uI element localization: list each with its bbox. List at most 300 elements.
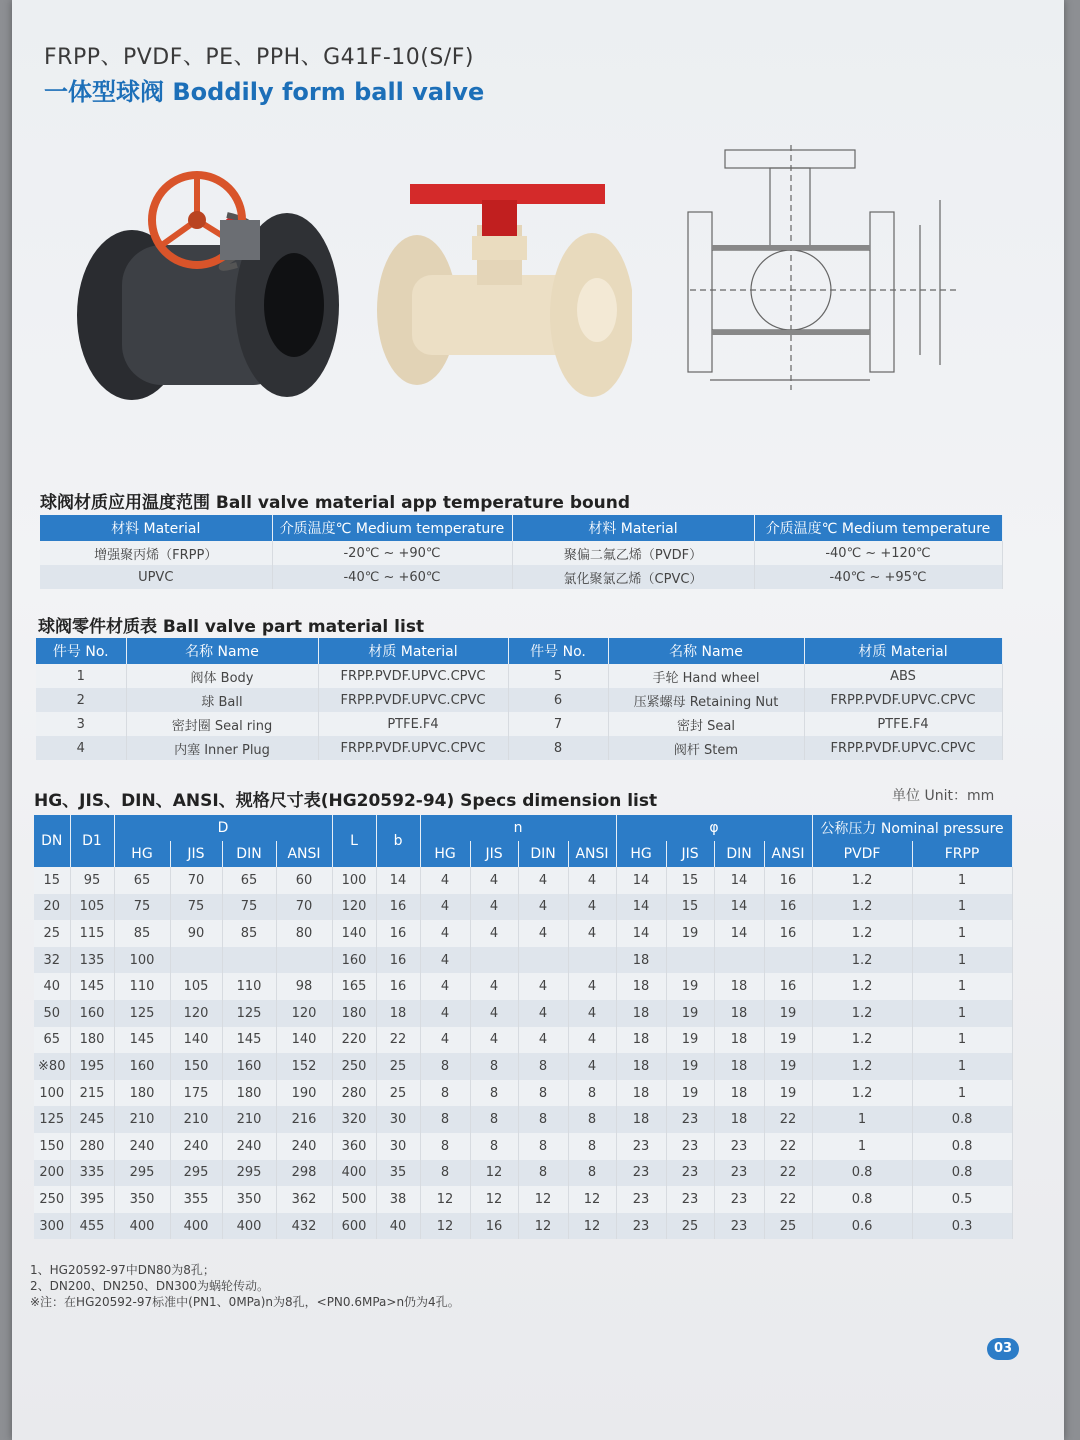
table-cell: ABS [804, 664, 1002, 688]
table-cell: 1 [912, 973, 1012, 1000]
header-phi: φ [616, 815, 812, 841]
table-cell: 8 [470, 1053, 518, 1080]
table-cell: 14 [714, 894, 764, 921]
table-cell: 4 [568, 1053, 616, 1080]
table-cell: 195 [70, 1053, 114, 1080]
table-row [34, 894, 1012, 921]
table-cell: 65 [222, 867, 276, 894]
table-cell: 600 [332, 1213, 376, 1240]
table-cell: 8 [470, 1106, 518, 1133]
table-cell: 180 [332, 1000, 376, 1027]
table-cell: 300 [34, 1213, 70, 1240]
table-cell: 1.2 [812, 1000, 912, 1027]
sub-header-cell: HG [114, 841, 170, 867]
table-cell: 150 [34, 1133, 70, 1160]
table-cell: 240 [114, 1133, 170, 1160]
table-cell: 295 [170, 1160, 222, 1187]
table-cell: 70 [276, 894, 332, 921]
table-cell: 335 [70, 1160, 114, 1187]
table-cell: 8 [518, 1080, 568, 1107]
table-cell: 145 [70, 973, 114, 1000]
table-cell: 152 [276, 1053, 332, 1080]
table-cell: 18 [714, 1106, 764, 1133]
table-cell: 14 [616, 920, 666, 947]
sub-header-cell: DIN [222, 841, 276, 867]
table-cell: 19 [666, 1053, 714, 1080]
table-cell: 145 [114, 1027, 170, 1054]
table-cell: 30 [376, 1106, 420, 1133]
table-row [36, 736, 1002, 760]
header-temperature-1: 介质温度℃ Medium temperature [272, 515, 512, 541]
table-cell: UPVC [40, 565, 272, 589]
product-model-title: FRPP、PVDF、PE、PPH、G41F-10(S/F) [44, 45, 474, 70]
sub-header-cell: ANSI [764, 841, 812, 867]
table-cell: 14 [616, 867, 666, 894]
table-cell: 18 [714, 973, 764, 1000]
table-cell: 135 [70, 947, 114, 974]
table-cell: 球 Ball [126, 688, 318, 712]
table-cell: 240 [170, 1133, 222, 1160]
product-name-title: 一体型球阀 Boddily form ball valve [44, 78, 485, 106]
table-cell: 125 [34, 1106, 70, 1133]
table-cell: FRPP.PVDF.UPVC.CPVC [318, 664, 508, 688]
table-cell: 220 [332, 1027, 376, 1054]
table-cell: 160 [114, 1053, 170, 1080]
table-cell: 8 [518, 1160, 568, 1187]
table-cell: 1.2 [812, 973, 912, 1000]
table-cell: 4 [470, 973, 518, 1000]
table-cell: 18 [376, 1000, 420, 1027]
table-cell: 23 [616, 1160, 666, 1187]
table-cell: 70 [170, 867, 222, 894]
table-cell: 400 [222, 1213, 276, 1240]
header-n: n [420, 815, 616, 841]
catalog-page [12, 0, 1064, 1440]
table-cell: 4 [518, 894, 568, 921]
dimension-table [34, 815, 1013, 1239]
table-cell: 12 [470, 1186, 518, 1213]
table-cell: 0.8 [812, 1160, 912, 1187]
table-cell: 1 [912, 920, 1012, 947]
table-cell: 4 [568, 920, 616, 947]
table-row [34, 1133, 1012, 1160]
table-cell: 1.2 [812, 894, 912, 921]
table-cell: 295 [114, 1160, 170, 1187]
table-cell: 140 [170, 1027, 222, 1054]
table-cell: 18 [714, 1053, 764, 1080]
table-cell: 19 [764, 1080, 812, 1107]
part-material-table [36, 638, 1003, 760]
table-cell: ※80 [34, 1053, 70, 1080]
table-cell: 250 [34, 1186, 70, 1213]
table-cell: 16 [764, 920, 812, 947]
header-no-2: 件号 No. [508, 638, 608, 664]
header-no-1: 件号 No. [36, 638, 126, 664]
black-valve-photo [72, 165, 352, 415]
table-cell: 16 [376, 947, 420, 974]
table-cell: 0.5 [912, 1186, 1012, 1213]
table-cell: 14 [714, 867, 764, 894]
table-row [34, 1160, 1012, 1187]
table-cell: -40℃ ~ +120℃ [754, 541, 1002, 565]
table-cell: 8 [420, 1080, 470, 1107]
table-cell: 298 [276, 1160, 332, 1187]
table-cell: 阀体 Body [126, 664, 318, 688]
table-cell: 25 [666, 1213, 714, 1240]
table-row [34, 947, 1012, 974]
table-cell: 阀杆 Stem [608, 736, 804, 760]
table-cell: 23 [666, 1106, 714, 1133]
table-row [34, 1186, 1012, 1213]
table-cell: 22 [764, 1186, 812, 1213]
table-cell: 0.8 [912, 1106, 1012, 1133]
table-row [34, 973, 1012, 1000]
table-cell: 200 [34, 1160, 70, 1187]
table-cell: 165 [332, 973, 376, 1000]
sub-header-cell: FRPP [912, 841, 1012, 867]
table-cell: 40 [34, 973, 70, 1000]
table-row [34, 1080, 1012, 1107]
table-cell: 0.3 [912, 1213, 1012, 1240]
footnote-2: 2、DN200、DN250、DN300为蜗轮传动。 [30, 1279, 269, 1293]
table-cell: 120 [276, 1000, 332, 1027]
table-cell: 240 [276, 1133, 332, 1160]
table-cell: 25 [764, 1213, 812, 1240]
table-cell: 18 [714, 1027, 764, 1054]
table-cell: 190 [276, 1080, 332, 1107]
table-cell: 15 [34, 867, 70, 894]
sub-header-cell: ANSI [568, 841, 616, 867]
table-cell: 1.2 [812, 947, 912, 974]
table-cell: 密封圈 Seal ring [126, 712, 318, 736]
table-cell: PTFE.F4 [318, 712, 508, 736]
table-cell: 40 [376, 1213, 420, 1240]
table-cell: 0.6 [812, 1213, 912, 1240]
table-cell: 8 [470, 1133, 518, 1160]
table-cell: 内塞 Inner Plug [126, 736, 318, 760]
sub-header-cell: HG [420, 841, 470, 867]
table-cell [276, 947, 332, 974]
table-cell [714, 947, 764, 974]
table-cell: 25 [376, 1080, 420, 1107]
header-b: b [376, 815, 420, 867]
table-cell: 216 [276, 1106, 332, 1133]
temperature-table [40, 515, 1003, 589]
table-cell: 1 [812, 1133, 912, 1160]
table-cell [470, 947, 518, 974]
table-cell: 4 [568, 973, 616, 1000]
table-cell: 15 [666, 894, 714, 921]
table-cell: 320 [332, 1106, 376, 1133]
table-cell: 23 [714, 1133, 764, 1160]
table-cell: 120 [332, 894, 376, 921]
table-cell: 1 [912, 947, 1012, 974]
table-cell: PTFE.F4 [804, 712, 1002, 736]
table-cell: 250 [332, 1053, 376, 1080]
table-cell: 110 [222, 973, 276, 1000]
table-cell: 150 [170, 1053, 222, 1080]
table-group-header-row [34, 815, 1012, 841]
table-cell: 4 [470, 867, 518, 894]
table-cell: 19 [666, 973, 714, 1000]
table-cell: 85 [222, 920, 276, 947]
table-cell: 500 [332, 1186, 376, 1213]
table-cell: 1 [912, 1000, 1012, 1027]
table-cell: 23 [666, 1186, 714, 1213]
table-cell: 18 [714, 1080, 764, 1107]
table-cell: 4 [420, 894, 470, 921]
table-cell: 23 [616, 1186, 666, 1213]
table-cell: 4 [470, 920, 518, 947]
table-cell: 12 [518, 1213, 568, 1240]
header-d: D [114, 815, 332, 841]
table-cell: 8 [518, 1133, 568, 1160]
table-cell: FRPP.PVDF.UPVC.CPVC [318, 736, 508, 760]
table-cell: 4 [420, 867, 470, 894]
table-cell: 1 [36, 664, 126, 688]
table-cell [568, 947, 616, 974]
sub-header-cell: JIS [470, 841, 518, 867]
table-cell: 0.8 [912, 1133, 1012, 1160]
table-cell: 455 [70, 1213, 114, 1240]
table-cell: 100 [34, 1080, 70, 1107]
table-cell: 4 [470, 1027, 518, 1054]
table-cell: 175 [170, 1080, 222, 1107]
table-header-row [36, 638, 1002, 664]
table-cell: 23 [616, 1133, 666, 1160]
table-cell: 18 [616, 947, 666, 974]
table-cell [518, 947, 568, 974]
table-cell: 350 [222, 1186, 276, 1213]
table-cell: 4 [420, 1027, 470, 1054]
table-cell: 400 [170, 1213, 222, 1240]
table-cell: 65 [114, 867, 170, 894]
table-cell: 110 [114, 973, 170, 1000]
table-cell: 0.8 [912, 1160, 1012, 1187]
table-row [34, 1106, 1012, 1133]
table-cell: -40℃ ~ +95℃ [754, 565, 1002, 589]
table-cell: 120 [170, 1000, 222, 1027]
page-number: 03 [987, 1338, 1019, 1360]
table-cell: 125 [114, 1000, 170, 1027]
table-cell: 80 [276, 920, 332, 947]
table-cell: 19 [764, 1000, 812, 1027]
table-cell: 50 [34, 1000, 70, 1027]
table-cell: 22 [764, 1133, 812, 1160]
table-cell: 4 [518, 1027, 568, 1054]
table-cell: 4 [518, 867, 568, 894]
table-sub-header-row [34, 841, 1012, 867]
table-cell: 0.8 [812, 1186, 912, 1213]
table-cell: 12 [568, 1186, 616, 1213]
table-cell: 25 [376, 1053, 420, 1080]
header-d1: D1 [70, 815, 114, 867]
header-nominal-pressure: 公称压力 Nominal pressure [812, 815, 1012, 841]
table-cell: 38 [376, 1186, 420, 1213]
table-cell: 160 [70, 1000, 114, 1027]
table-cell: 14 [616, 894, 666, 921]
table-cell: 4 [518, 973, 568, 1000]
header-material-2: 材质 Material [804, 638, 1002, 664]
table-cell: 6 [508, 688, 608, 712]
table-cell: 16 [376, 894, 420, 921]
table-cell: 4 [420, 1000, 470, 1027]
table-cell: 280 [332, 1080, 376, 1107]
table-row [36, 688, 1002, 712]
table-cell: 7 [508, 712, 608, 736]
table-cell: 1.2 [812, 867, 912, 894]
table-cell: 180 [70, 1027, 114, 1054]
table-cell: 16 [764, 973, 812, 1000]
table-cell: 18 [616, 973, 666, 1000]
table-cell: 4 [518, 1000, 568, 1027]
table-cell: 23 [666, 1160, 714, 1187]
table-cell: 1 [912, 867, 1012, 894]
table-cell: 350 [114, 1186, 170, 1213]
table-cell: 20 [34, 894, 70, 921]
table-cell: 180 [222, 1080, 276, 1107]
table-cell: 65 [34, 1027, 70, 1054]
table-cell: 22 [764, 1160, 812, 1187]
table-cell: 75 [170, 894, 222, 921]
table-cell: 12 [518, 1186, 568, 1213]
table-cell: 210 [114, 1106, 170, 1133]
table-row [34, 1213, 1012, 1240]
table-cell: 22 [764, 1106, 812, 1133]
table-cell: 30 [376, 1133, 420, 1160]
table-cell: 23 [714, 1160, 764, 1187]
table-header-row [40, 515, 1002, 541]
table-cell: 75 [222, 894, 276, 921]
sub-header-cell: JIS [170, 841, 222, 867]
header-material-1: 材料 Material [40, 515, 272, 541]
table-cell: 280 [70, 1133, 114, 1160]
table-cell: 23 [714, 1186, 764, 1213]
table-cell: 4 [470, 1000, 518, 1027]
sub-header-cell: PVDF [812, 841, 912, 867]
table-cell: 4 [568, 894, 616, 921]
table-cell: 1.2 [812, 1027, 912, 1054]
table-cell: 400 [332, 1160, 376, 1187]
table-row [34, 1027, 1012, 1054]
header-material-1: 材质 Material [318, 638, 508, 664]
header-material-2: 材料 Material [512, 515, 754, 541]
table-cell: 160 [332, 947, 376, 974]
table-cell: 4 [568, 1027, 616, 1054]
part-material-table-title: 球阀零件材质表 Ball valve part material list [38, 617, 425, 637]
table-cell: 16 [764, 894, 812, 921]
table-cell: 1 [912, 1053, 1012, 1080]
table-cell: 16 [764, 867, 812, 894]
table-cell: 360 [332, 1133, 376, 1160]
table-cell: 8 [420, 1106, 470, 1133]
beige-valve-photo [372, 180, 632, 410]
table-cell: 362 [276, 1186, 332, 1213]
table-cell: 4 [36, 736, 126, 760]
table-cell: 增强聚丙烯（FRPP） [40, 541, 272, 565]
table-cell: 4 [470, 894, 518, 921]
table-cell: 8 [420, 1053, 470, 1080]
table-cell: 18 [616, 1000, 666, 1027]
table-row [40, 565, 1002, 589]
table-cell: 19 [764, 1053, 812, 1080]
table-cell: 1 [912, 1080, 1012, 1107]
table-cell: 100 [114, 947, 170, 974]
table-cell: -20℃ ~ +90℃ [272, 541, 512, 565]
table-cell: 395 [70, 1186, 114, 1213]
table-cell: 2 [36, 688, 126, 712]
table-cell: 16 [376, 973, 420, 1000]
table-cell: 145 [222, 1027, 276, 1054]
footnote-1: 1、HG20592-97中DN80为8孔； [30, 1263, 215, 1277]
table-row [34, 1000, 1012, 1027]
table-cell: 8 [420, 1160, 470, 1187]
table-cell [764, 947, 812, 974]
table-row [34, 1053, 1012, 1080]
sub-header-cell: JIS [666, 841, 714, 867]
table-cell: 210 [222, 1106, 276, 1133]
table-cell: 18 [616, 1027, 666, 1054]
table-cell: 1.2 [812, 1080, 912, 1107]
dimension-rows [34, 867, 1012, 1239]
table-cell [222, 947, 276, 974]
table-cell: 215 [70, 1080, 114, 1107]
header-dn: DN [34, 815, 70, 867]
table-cell: 16 [376, 920, 420, 947]
table-cell: 432 [276, 1213, 332, 1240]
footnote-3: ※注：在HG20592-97标准中(PN1、0MPa)n为8孔，<PN0.6MPa>n仍为4孔。 [30, 1295, 460, 1309]
table-cell [666, 947, 714, 974]
table-cell: 16 [470, 1213, 518, 1240]
table-cell: 8 [420, 1133, 470, 1160]
table-cell: 95 [70, 867, 114, 894]
table-cell: 32 [34, 947, 70, 974]
table-row [36, 712, 1002, 736]
table-cell: 8 [518, 1053, 568, 1080]
table-cell: 1.2 [812, 920, 912, 947]
table-cell: 手轮 Hand wheel [608, 664, 804, 688]
table-cell: 400 [114, 1213, 170, 1240]
table-cell: 14 [714, 920, 764, 947]
table-cell: FRPP.PVDF.UPVC.CPVC [804, 688, 1002, 712]
table-cell: 8 [508, 736, 608, 760]
sub-header-cell: HG [616, 841, 666, 867]
table-cell: 1 [912, 1027, 1012, 1054]
table-cell: 23 [666, 1133, 714, 1160]
table-cell: 22 [376, 1027, 420, 1054]
table-cell: 25 [34, 920, 70, 947]
table-cell: 压紧螺母 Retaining Nut [608, 688, 804, 712]
table-cell: 3 [36, 712, 126, 736]
table-cell: 氯化聚氯乙烯（CPVC） [512, 565, 754, 589]
table-cell: 18 [616, 1080, 666, 1107]
table-cell: 1 [912, 894, 1012, 921]
table-cell: 4 [420, 947, 470, 974]
table-row [40, 541, 1002, 565]
table-row [36, 664, 1002, 688]
table-cell: 85 [114, 920, 170, 947]
sub-header-cell: DIN [714, 841, 764, 867]
table-cell: 14 [376, 867, 420, 894]
table-cell: 98 [276, 973, 332, 1000]
footnotes [30, 1262, 460, 1310]
table-cell: 1.2 [812, 1053, 912, 1080]
table-cell: 密封 Seal [608, 712, 804, 736]
sub-header-cell: DIN [518, 841, 568, 867]
table-cell: 4 [518, 920, 568, 947]
table-cell: 4 [420, 920, 470, 947]
table-cell: 140 [276, 1027, 332, 1054]
